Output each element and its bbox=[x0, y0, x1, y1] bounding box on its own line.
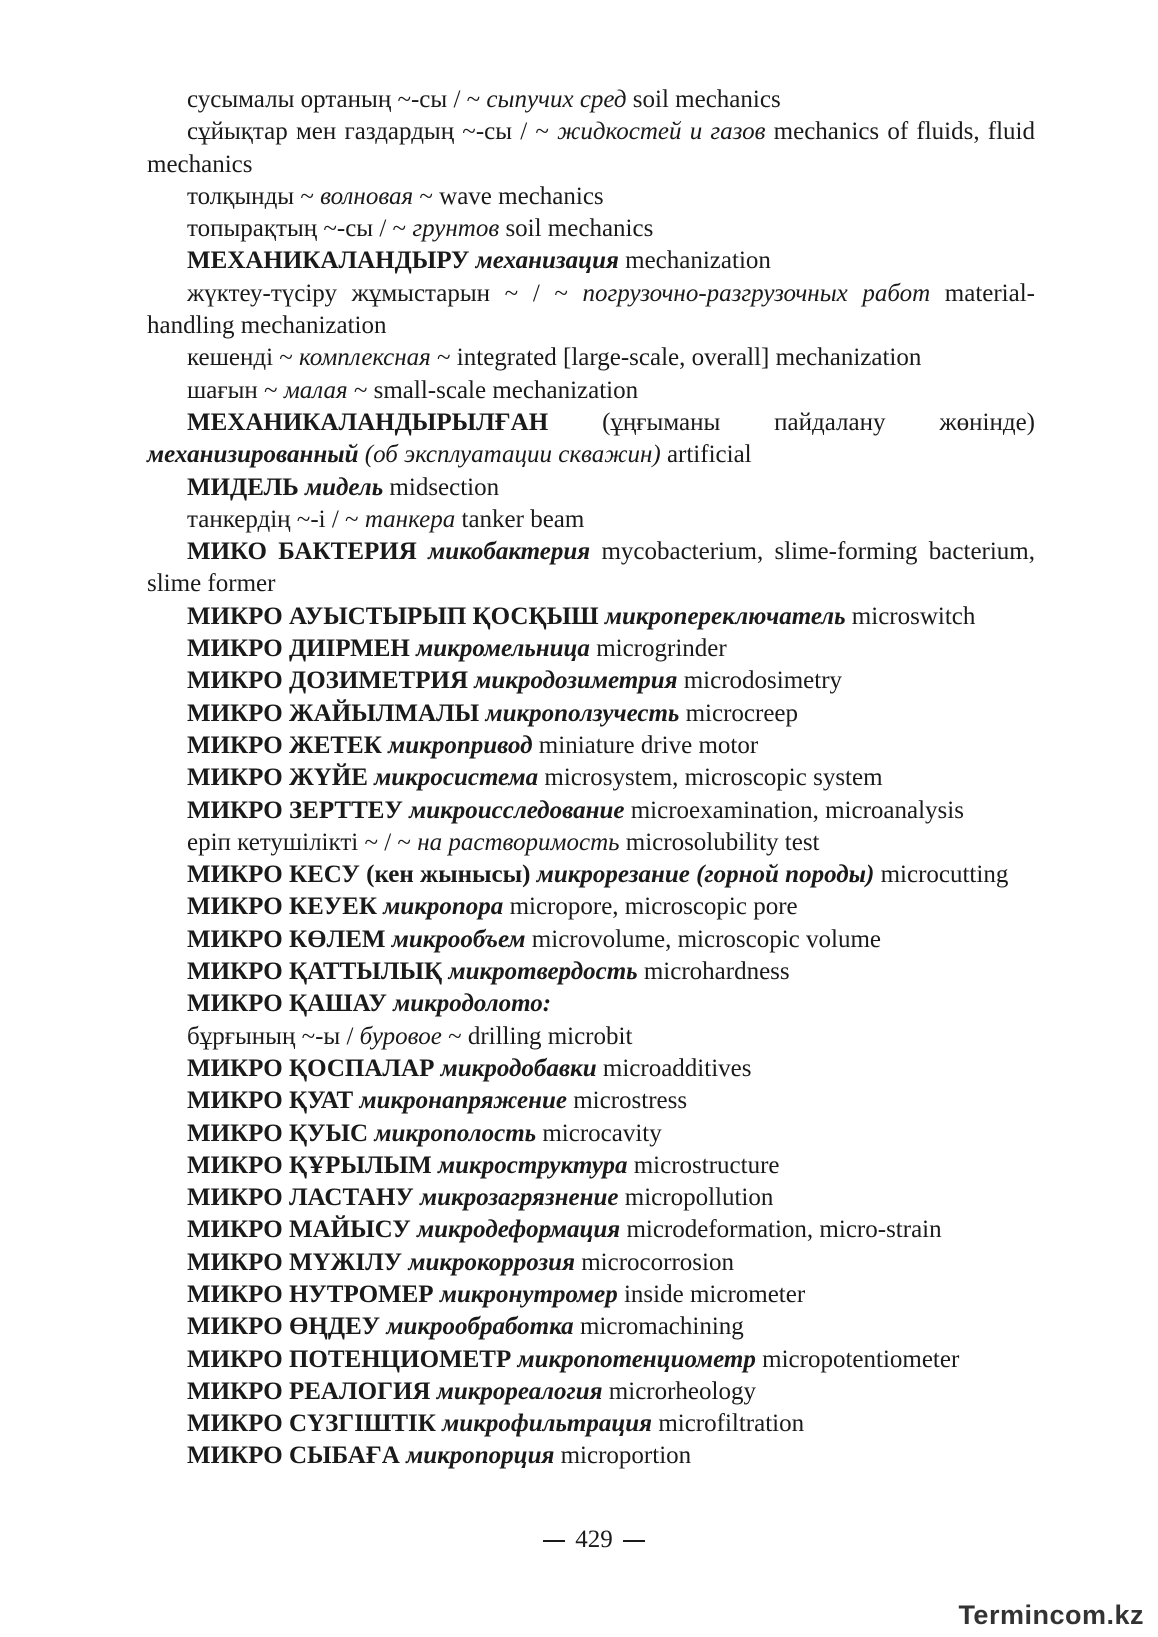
entry-text: micropollution bbox=[618, 1184, 774, 1212]
dictionary-entries bbox=[147, 84, 1035, 1473]
dictionary-entry bbox=[147, 1053, 1035, 1085]
term-russian: микрокоррозия bbox=[408, 1248, 575, 1276]
dictionary-entry bbox=[147, 375, 1035, 407]
term-russian: микрофильтрация bbox=[442, 1410, 653, 1438]
entry-text: microfiltration bbox=[652, 1410, 805, 1438]
entry-text: midsection bbox=[383, 473, 500, 501]
entry-text: шағын ~ bbox=[187, 376, 284, 404]
dictionary-entry bbox=[147, 213, 1035, 245]
term-kazakh: МИКРО НУТРОМЕР bbox=[187, 1280, 434, 1308]
term-kazakh: МИКРО КӨЛЕМ bbox=[187, 925, 386, 953]
dictionary-entry bbox=[147, 827, 1035, 859]
entry-text: бұрғының ~-ы / bbox=[187, 1022, 360, 1050]
entry-text: micropore, microscopic pore bbox=[503, 893, 798, 921]
term-russian: механизация bbox=[475, 247, 619, 275]
entry-text: microdosimetry bbox=[677, 667, 843, 695]
russian-text: волновая bbox=[320, 182, 414, 210]
entry-text: micromachining bbox=[573, 1313, 744, 1341]
dictionary-entry bbox=[147, 278, 1035, 343]
entry-text: microportion bbox=[554, 1442, 692, 1470]
term-russian: микропотенциометр bbox=[517, 1345, 756, 1373]
entry-text: mycobacterium, slime-forming bacterium, slime former bbox=[147, 538, 1036, 598]
dictionary-entry bbox=[147, 1182, 1035, 1214]
term-russian: микрорезание (горной породы) bbox=[536, 861, 875, 889]
entry-text: material-handling mechanization bbox=[147, 279, 1035, 340]
russian-text: жидкостей и газов bbox=[557, 118, 766, 146]
term-russian: микрообработка bbox=[386, 1313, 574, 1341]
entry-text: microrheology bbox=[602, 1377, 756, 1405]
term-russian: микропривод bbox=[388, 731, 533, 759]
term-russian: микродеформация bbox=[416, 1216, 621, 1244]
entry-text: ~ wave mechanics bbox=[413, 182, 604, 210]
russian-text: малая bbox=[283, 376, 348, 404]
dictionary-entry bbox=[147, 342, 1035, 374]
dictionary-entry bbox=[147, 245, 1035, 277]
term-russian: механизированный bbox=[147, 441, 359, 469]
dictionary-entry bbox=[147, 536, 1035, 601]
entry-text: microcutting bbox=[874, 861, 1009, 889]
term-kazakh: МЕХАНИКАЛАНДЫРУ bbox=[187, 247, 470, 275]
dash-left bbox=[543, 1540, 565, 1542]
page-number bbox=[0, 1526, 1158, 1554]
term-russian: микродолото: bbox=[393, 990, 552, 1018]
term-russian: микобактерия bbox=[428, 538, 591, 566]
term-kazakh: МИКРО ЖАЙЫЛМАЛЫ bbox=[187, 699, 480, 727]
term-kazakh: МИКРО АУЫСТЫРЫП ҚОСҚЫШ bbox=[187, 602, 599, 630]
entry-text: microcavity bbox=[536, 1119, 662, 1147]
entry-text: ~ small-scale mechanization bbox=[347, 376, 639, 404]
dictionary-entry bbox=[147, 1344, 1035, 1376]
russian-text: буровое bbox=[359, 1022, 442, 1050]
entry-text: microdeformation, micro-strain bbox=[620, 1216, 942, 1244]
term-russian: микрообъем bbox=[391, 925, 526, 953]
entry-text: soil mechanics bbox=[499, 215, 654, 243]
entry-text: microstress bbox=[566, 1087, 688, 1115]
term-russian: микрополость bbox=[374, 1119, 537, 1147]
entry-text: (ұңғыманы пайдалану жөнінде) bbox=[548, 408, 1035, 436]
russian-text: на растворимость bbox=[417, 828, 620, 856]
dictionary-entry bbox=[147, 601, 1035, 633]
term-kazakh: МИКРО ЖЕТЕК bbox=[187, 731, 382, 759]
term-kazakh: МИКРО ҚОСПАЛАР bbox=[187, 1054, 435, 1082]
dictionary-entry bbox=[147, 795, 1035, 827]
term-kazakh: МИКРО ӨҢДЕУ bbox=[187, 1313, 381, 1341]
entry-text: кешенді ~ bbox=[187, 344, 300, 372]
term-kazakh: МИКРО ҚУЫС bbox=[187, 1119, 369, 1147]
term-kazakh: МИКРО ДОЗИМЕТРИЯ bbox=[187, 667, 468, 695]
dictionary-entry bbox=[147, 84, 1035, 116]
dictionary-entry bbox=[147, 1376, 1035, 1408]
entry-text: сұйықтар мен газдардың ~-сы / ~ bbox=[187, 118, 558, 146]
entry-text: microsolubility test bbox=[619, 828, 820, 856]
entry-text: miniature drive motor bbox=[532, 731, 759, 759]
term-russian: микропереключатель bbox=[604, 602, 846, 630]
entry-text: толқынды ~ bbox=[187, 182, 321, 210]
entry-text: mechanics of fluids, fluid mechanics bbox=[147, 118, 1035, 178]
entry-text: microgrinder bbox=[589, 635, 727, 663]
term-russian: мидель bbox=[305, 473, 384, 501]
entry-text: сусымалы ортаның ~-сы / ~ bbox=[187, 86, 487, 113]
term-russian: микронапряжение bbox=[359, 1087, 567, 1115]
term-kazakh: МИКРО ҚАШАУ bbox=[187, 990, 387, 1018]
entry-text: mechanization bbox=[618, 247, 771, 275]
term-russian: микродозиметрия bbox=[474, 667, 678, 695]
term-kazakh: МИКРО КЕУЕК bbox=[187, 893, 377, 921]
dictionary-entry bbox=[147, 472, 1035, 504]
term-kazakh: МИКО БАКТЕРИЯ bbox=[187, 538, 417, 566]
term-kazakh: МИКРО ДИІРМЕН bbox=[187, 635, 410, 663]
term-kazakh: МИКРО КЕСУ (кен жынысы) bbox=[187, 861, 531, 889]
entry-text: microcorrosion bbox=[574, 1248, 734, 1276]
term-kazakh: МИКРО СҮЗГІШТІК bbox=[187, 1410, 436, 1438]
entry-text: microswitch bbox=[845, 602, 976, 630]
dictionary-entry bbox=[147, 762, 1035, 794]
entry-text: microsystem, microscopic system bbox=[538, 764, 883, 792]
dictionary-entry bbox=[147, 956, 1035, 988]
russian-text: сыпучих сред bbox=[486, 86, 627, 113]
term-russian: микрозагрязнение bbox=[420, 1184, 619, 1212]
russian-text: комплексная bbox=[299, 344, 431, 372]
term-kazakh: МЕХАНИКАЛАНДЫРЫЛҒАН bbox=[187, 408, 549, 436]
entry-text: micropotentiometer bbox=[755, 1345, 960, 1373]
term-russian: микрореалогия bbox=[436, 1377, 603, 1405]
dictionary-entry bbox=[147, 1214, 1035, 1246]
entry-text: топырақтың ~-сы / ~ bbox=[187, 215, 413, 243]
term-russian: микронутромер bbox=[439, 1280, 618, 1308]
dictionary-entry bbox=[147, 504, 1035, 536]
dictionary-entry bbox=[147, 665, 1035, 697]
term-russian: микропорция bbox=[406, 1442, 555, 1470]
dictionary-entry bbox=[147, 1247, 1035, 1279]
dictionary-entry bbox=[147, 1085, 1035, 1117]
dictionary-entry bbox=[147, 1408, 1035, 1440]
entry-text: microexamination, microanalysis bbox=[624, 796, 964, 824]
russian-text: погрузочно-разгрузочных работ bbox=[582, 279, 931, 307]
term-kazakh: МИКРО ЗЕРТТЕУ bbox=[187, 796, 403, 824]
dictionary-entry bbox=[147, 988, 1035, 1020]
dictionary-entry bbox=[147, 116, 1035, 181]
dictionary-entry bbox=[147, 633, 1035, 665]
term-russian: микротвердость bbox=[448, 958, 638, 986]
term-russian: микроисследование bbox=[409, 796, 625, 824]
term-russian: микроструктура bbox=[438, 1151, 628, 1179]
term-russian: микроползучесть bbox=[485, 699, 680, 727]
dictionary-entry bbox=[147, 1118, 1035, 1150]
dictionary-entry bbox=[147, 181, 1035, 213]
entry-text: microadditives bbox=[596, 1054, 752, 1082]
entry-text bbox=[417, 538, 428, 565]
term-kazakh: МИДЕЛЬ bbox=[187, 473, 299, 501]
dictionary-entry bbox=[147, 1021, 1035, 1053]
term-kazakh: МИКРО СЫБАҒА bbox=[187, 1442, 400, 1470]
term-russian: микродобавки bbox=[440, 1054, 597, 1082]
entry-text: ~ integrated [large-scale, overall] mechanization bbox=[430, 344, 922, 372]
dictionary-entry bbox=[147, 1440, 1035, 1472]
dash-right bbox=[623, 1540, 645, 1542]
entry-text: танкердің ~-і / ~ bbox=[187, 505, 365, 533]
dictionary-entry bbox=[147, 698, 1035, 730]
dictionary-entry bbox=[147, 1279, 1035, 1311]
dictionary-entry bbox=[147, 891, 1035, 923]
term-kazakh: МИКРО РЕАЛОГИЯ bbox=[187, 1377, 431, 1405]
entry-text: artificial bbox=[660, 441, 752, 469]
term-kazakh: МИКРО ҚУАТ bbox=[187, 1087, 354, 1115]
entry-text: еріп кетушілікті ~ / ~ bbox=[187, 828, 418, 856]
term-kazakh: МИКРО ҚҰРЫЛЫМ bbox=[187, 1151, 432, 1179]
dictionary-entry bbox=[147, 1150, 1035, 1182]
dictionary-entry bbox=[147, 407, 1035, 472]
term-kazakh: МИКРО ЖҮЙЕ bbox=[187, 764, 368, 792]
site-watermark: Termincom.kz bbox=[958, 1600, 1144, 1630]
term-kazakh: МИКРО МҮЖІЛУ bbox=[187, 1248, 403, 1276]
page-number-value: 429 bbox=[575, 1526, 613, 1553]
term-kazakh: МИКРО ЛАСТАНУ bbox=[187, 1184, 414, 1212]
entry-text: microhardness bbox=[637, 958, 790, 986]
entry-text: tanker beam bbox=[455, 505, 585, 533]
term-kazakh: МИКРО МАЙЫСУ bbox=[187, 1216, 411, 1244]
dictionary-entry bbox=[147, 1311, 1035, 1343]
entry-text: жүктеу-түсіру жұмыстарын ~ / ~ bbox=[187, 279, 583, 307]
dictionary-entry bbox=[147, 859, 1035, 891]
term-russian: микромельница bbox=[416, 635, 590, 663]
russian-text: танкера bbox=[364, 505, 456, 533]
russian-text: (об эксплуатации скважин) bbox=[364, 441, 661, 469]
entry-text: microcreep bbox=[679, 699, 799, 727]
term-kazakh: МИКРО ПОТЕНЦИОМЕТР bbox=[187, 1345, 512, 1373]
term-russian: микропора bbox=[383, 893, 504, 921]
dictionary-entry bbox=[147, 924, 1035, 956]
entry-text: microstructure bbox=[627, 1151, 780, 1179]
term-russian: микросистема bbox=[374, 764, 539, 792]
entry-text: ~ drilling microbit bbox=[441, 1022, 633, 1050]
entry-text: inside micrometer bbox=[617, 1280, 806, 1308]
entry-text: soil mechanics bbox=[626, 86, 781, 113]
term-kazakh: МИКРО ҚАТТЫЛЫҚ bbox=[187, 958, 443, 986]
russian-text: грунтов bbox=[412, 215, 500, 243]
dictionary-entry bbox=[147, 730, 1035, 762]
entry-text: microvolume, microscopic volume bbox=[525, 925, 882, 953]
